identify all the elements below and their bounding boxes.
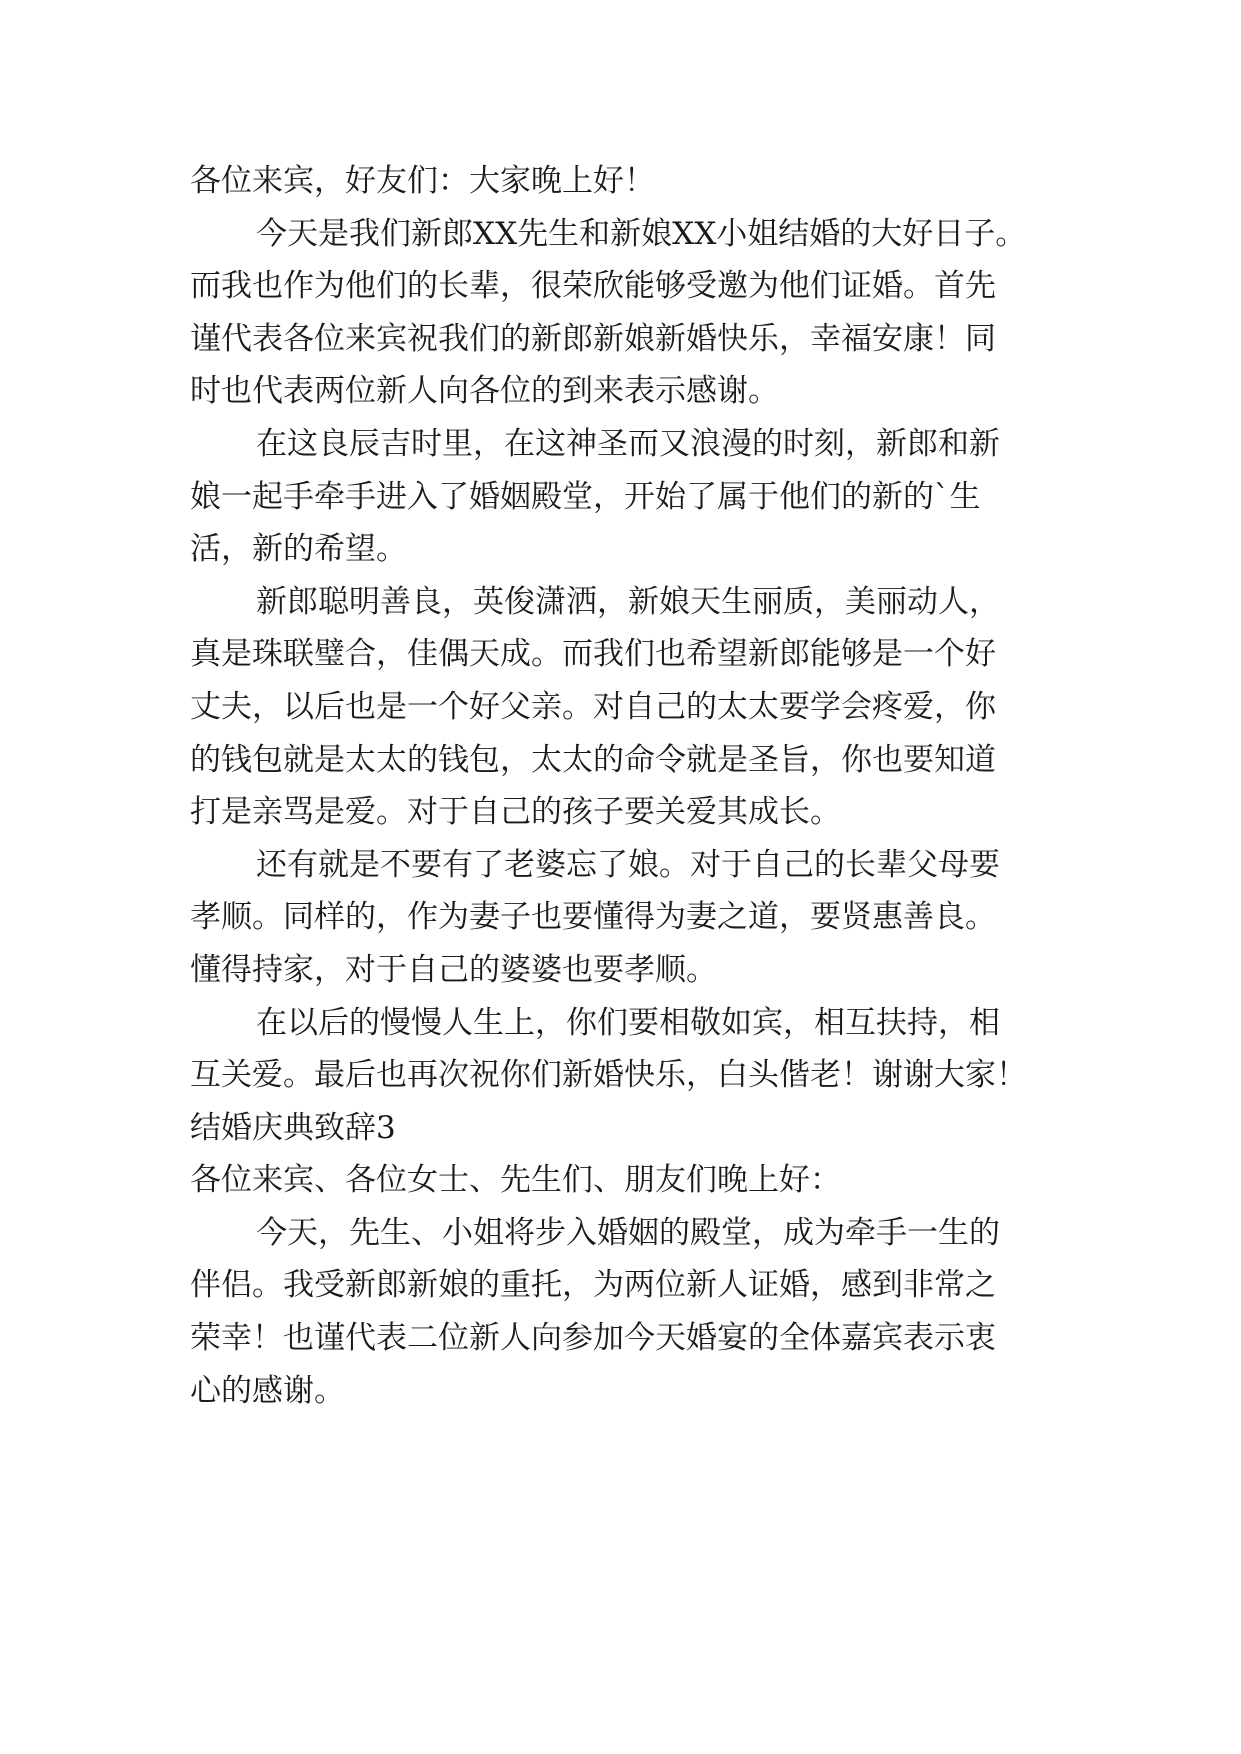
text-line: 娘一起手牵手进入了婚姻殿堂，开始了属于他们的新的`生	[190, 478, 981, 515]
section-heading: 结婚庆典致辞3	[190, 1109, 396, 1146]
text-line: 在以后的慢慢人生上，你们要相敬如宾，相互扶持，相	[256, 1004, 1000, 1041]
text-line: 真是珠联璧合，佳偶天成。而我们也希望新郎能够是一个好	[190, 636, 996, 673]
text-line: 新郎聪明善良，英俊潇洒，新娘天生丽质，美丽动人，	[256, 583, 1000, 620]
text-line: 而我也作为他们的长辈，很荣欣能够受邀为他们证婚。首先	[190, 268, 996, 305]
text-line: 丈夫，以后也是一个好父亲。对自己的太太要学会疼爱，你	[190, 688, 996, 725]
text-line: 今天，先生、小姐将步入婚姻的殿堂，成为牵手一生的	[256, 1214, 1000, 1251]
text-line: 谨代表各位来宾祝我们的新郎新娘新婚快乐，幸福安康！同	[190, 320, 996, 357]
text-line: 各位来宾，好友们：大家晚上好！	[190, 163, 655, 199]
text-line: 懂得持家，对于自己的婆婆也要孝顺。	[190, 951, 717, 988]
text-line: 孝顺。同样的，作为妻子也要懂得为妻之道，要贤惠善良。	[190, 899, 996, 936]
text-line: 各位来宾、各位女士、先生们、朋友们晚上好：	[190, 1162, 841, 1199]
text-line: 荣幸！也谨代表二位新人向参加今天婚宴的全体嘉宾表示衷	[190, 1320, 996, 1357]
text-line: 心的感谢。	[190, 1372, 345, 1409]
text-line: 打是亲骂是爱。对于自己的孩子要关爱其成长。	[190, 794, 841, 831]
text-line: 的钱包就是太太的钱包，太太的命令就是圣旨，你也要知道	[190, 741, 996, 778]
text-line: 还有就是不要有了老婆忘了娘。对于自己的长辈父母要	[256, 846, 1000, 883]
text-line: 互关爱。最后也再次祝你们新婚快乐，白头偕老！谢谢大家！	[190, 1057, 1027, 1094]
text-line: 在这良辰吉时里，在这神圣而又浪漫的时刻，新郎和新	[256, 425, 1000, 462]
text-line: 时也代表两位新人向各位的到来表示感谢。	[190, 373, 779, 410]
text-line: 活，新的希望。	[190, 531, 407, 568]
document-body	[190, 155, 1090, 1417]
text-line: 今天是我们新郎XX先生和新娘XX小姐结婚的大好日子。	[256, 215, 1027, 252]
text-line: 伴侣。我受新郎新娘的重托，为两位新人证婚，感到非常之	[190, 1267, 996, 1304]
